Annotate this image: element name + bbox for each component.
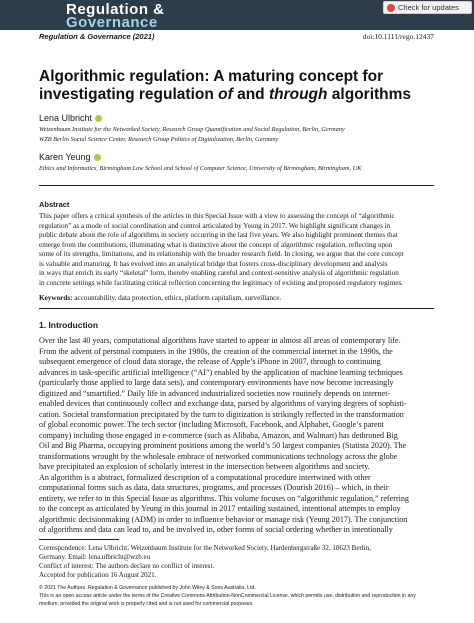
body-line: entirety, we refer to in this Special Issue as algorithms. This volume focuses on “algorithmic regulation,” referring xyxy=(39,493,409,503)
copyright-line: © 2021 The Authors. Regulation & Governance published by John Wiley & Sons Australia, Ltd. xyxy=(39,585,256,591)
abstract-heading: Abstract xyxy=(39,200,70,209)
abstract-line: regulation” as a mode of social coordination and control articulated by Yeung in 2017. We highlight significant changes in xyxy=(39,221,391,230)
abstract-line: in ways that enrich its early “skeletal” form, thereby enabling careful and context-sensitive analysis of algorithmic regulation xyxy=(39,269,399,277)
abstract-line: public debate about the role of algorithms in society occurring in the last five years. We also highlight prominent themes that xyxy=(39,231,398,239)
journal-reference: Regulation & Governance (2021) xyxy=(39,32,155,41)
body-line: digitized and “smartified.” Daily life in advanced industrialized societies now routinely depends on internet- xyxy=(39,388,391,398)
body-line: (particularly those applied to large data sets), and contemporary environments have now become increasingly xyxy=(39,378,394,387)
body-line: An algorithm is a abstract, formalized description of a computational procedure intertwined with other xyxy=(39,472,371,482)
conflict-note: Conflict of interest: The authors declare no conflict of interest. xyxy=(39,562,215,570)
body-line: to the concept as articulated by Yeung in this journal in 2017 entailing sustained, intentional attempts to employ xyxy=(39,504,401,513)
orcid-icon[interactable] xyxy=(94,154,101,161)
author-name: Lena Ulbricht xyxy=(39,113,102,123)
abstract-line: This paper offers a critical synthesis of the articles in this Special Issue with a view to assessing the concept of “algorithmic xyxy=(39,212,395,220)
body-line: enabled devices that continuously collect and exchange data, parsed by algorithms of varying degrees of sophisti- xyxy=(39,399,407,408)
body-line: cation. Societal transformation precipitated by the turn to digitization is strikingly reflected in the transformation xyxy=(39,409,404,419)
license-line: This is an open access article under the terms of the Creative Commons Attribution-NonCommercial License, which permits use, distribution and reproduction in any xyxy=(39,593,416,599)
body-line: company) including those engaged in e-commerce (such as Alibaba, Amazon, and Walmart) has dethroned Big xyxy=(39,430,398,440)
accepted-note: Accepted for publication 16 August 2021. xyxy=(39,571,157,579)
abstract-line: is valuable and maturing. It has evolved into an analytical bridge that fosters cross-disciplinary development and analysis xyxy=(39,259,388,268)
journal-logo-line1: Regulation & xyxy=(66,1,165,18)
correspondence-email[interactable]: Germany. Email: lena.ulbricht@wzb.eu xyxy=(39,553,151,561)
author-affiliation: Weizenbaum Institute for the Networked Society, Research Group Quantification and Social Regulation, Berlin, Germany xyxy=(39,126,345,133)
author-name: Karen Yeung xyxy=(39,152,101,162)
journal-logo-line2: Governance xyxy=(66,14,158,31)
body-line: transformations wrought by the wholesale embrace of networked communications technology across the globe xyxy=(39,451,398,461)
author-affiliation: Ethics and Informatics, Birmingham Law School and School of Computer Science, University of Birmingham, Birmingham, UK xyxy=(39,165,362,172)
orcid-icon[interactable] xyxy=(95,115,102,122)
body-line: subsequent emergence of cloud data storage, the release of Apple’s iPhone in 2007, through to continuing xyxy=(39,357,381,366)
divider xyxy=(39,308,434,309)
correspondence-note: Correspondence: Lena Ulbricht, Weizenbaum Institute for the Networked Society, Hardenbergstraße 32, 10623 Berlin, xyxy=(39,544,371,552)
doi-link[interactable]: doi:10.1111/rego.12437 xyxy=(362,32,434,41)
body-line: advances in task-specific artificial intelligence (“AI”) enabled by the application of machine learning techniques xyxy=(39,367,403,377)
crossmark-icon xyxy=(387,4,395,12)
abstract-line: some of its strengths, limitations, and its relationship with the broader research field. In closing, we argue that the core concept xyxy=(39,250,404,258)
body-line: Over the last 40 years, computational algorithms have started to appear in almost all areas of contemporary life. xyxy=(39,336,401,345)
author-affiliation: WZB Berlin Social Science Center, Research Group Politics of Digitalization, Berlin, Germany xyxy=(39,136,279,143)
title-line-1: Algorithmic regulation: A maturing concept for xyxy=(39,68,384,85)
license-line: medium, provided the original work is properly cited and is not used for commercial purposes. xyxy=(39,601,254,607)
abstract-line: emerge from the contributions, illuminating what is distinctive about the concept of algorithmic regulation, reflecting upon xyxy=(39,240,393,249)
check-for-updates-button[interactable] xyxy=(383,1,472,14)
check-for-updates-label: Check for updates xyxy=(398,3,459,12)
body-line: computational forms such as data, data structures, programs, and processes (Dourish 2016) – which, in their xyxy=(39,483,389,492)
article-title xyxy=(39,68,439,104)
title-line-2: investigating regulation of and through algorithms xyxy=(39,86,412,103)
footnote-divider xyxy=(39,539,119,540)
abstract-line: in concrete settings while facilitating critical reflection concerning the legitimacy of existing and proposed regulatory regimes. xyxy=(39,278,404,287)
divider xyxy=(39,185,434,186)
body-line: algorithmic decisionmaking (ADM) in order to influence behavior or manage risk (Yeung 2017). The conjunction xyxy=(39,514,408,524)
body-line: of global economic power. The tech sector (including Microsoft, Facebook, and Alphabet, Google’s parent xyxy=(39,420,384,429)
section-heading: 1. Introduction xyxy=(39,320,99,330)
body-line: have precipitated an explosion of scholarly interest in the intersection between algorithms and society. xyxy=(39,462,370,471)
keywords: Keywords: accountability, data protection, ethics, platform capitalism, surveillance. xyxy=(39,294,282,302)
body-line: Oil and Big Pharma, occupying prominent positions among the world’s 50 largest companies (Statista 2020). The xyxy=(39,441,407,450)
body-line: From the advent of personal computers in the 1980s, the creation of the commercial internet in the 1990s, the xyxy=(39,346,393,356)
body-line: of algorithms and data can lead to, and be involved in, other forms of social ordering whether in intentionally xyxy=(39,525,393,534)
